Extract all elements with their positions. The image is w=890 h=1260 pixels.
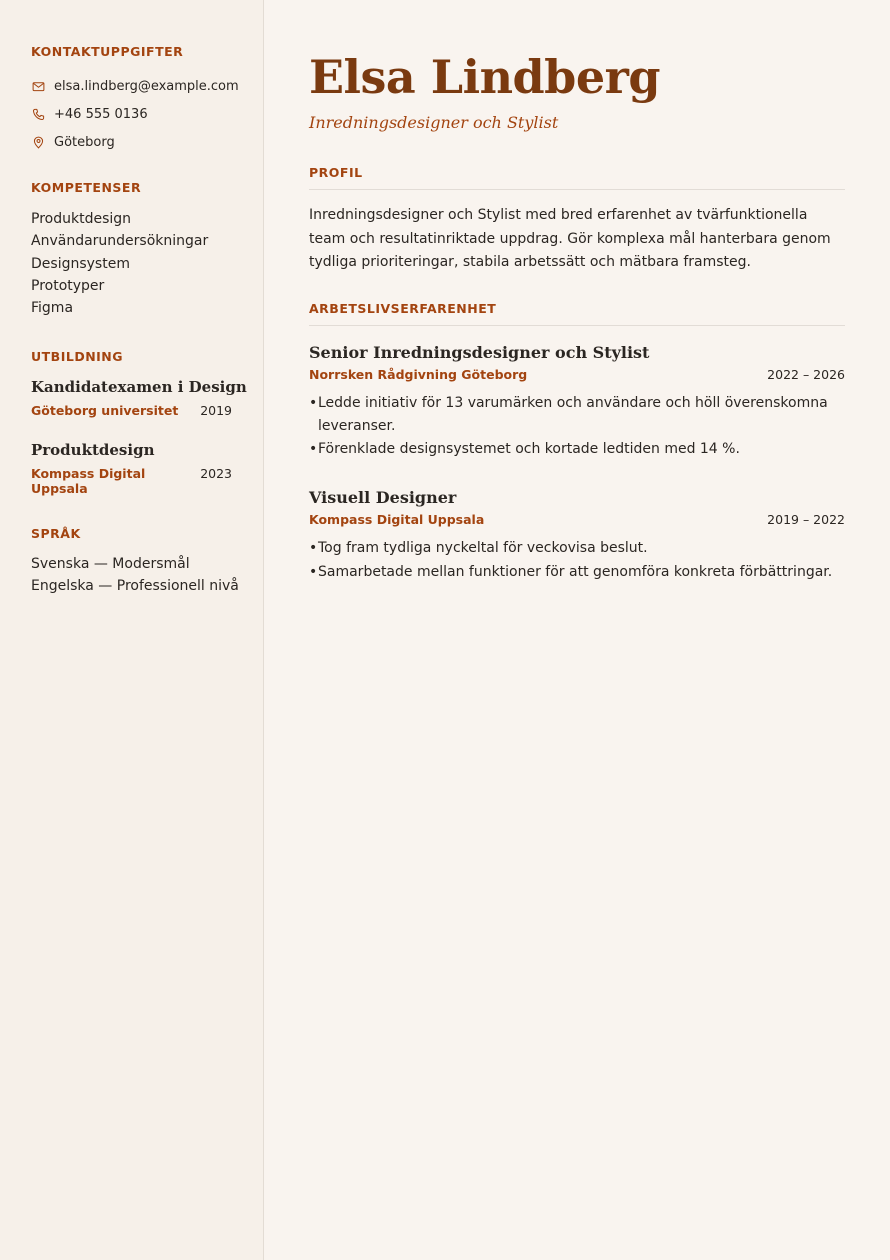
skills-list: [31, 208, 263, 319]
job-bullet: • Förenklade designsystemet och kortade ledtiden med 14 %.: [309, 438, 845, 461]
job-title: Visuell Designer: [309, 488, 457, 508]
skill-item: Användarundersökningar: [31, 233, 209, 250]
education-item: [31, 440, 263, 496]
education-degree: Kandidatexamen i Design: [31, 378, 247, 397]
job-bullet: • Tog fram tydliga nyckeltal för veckovisa beslut.: [309, 537, 845, 560]
phone-icon: [31, 107, 45, 121]
experience-heading: ARBETSLIVSERFARENHET: [309, 301, 845, 326]
skill-item: Designsystem: [31, 255, 130, 272]
person-name: Elsa Lindberg: [309, 50, 661, 104]
education-heading: UTBILDNING: [31, 349, 124, 365]
job-company: Kompass Digital Uppsala: [309, 512, 485, 528]
email-text: elsa.lindberg@example.com: [54, 78, 239, 94]
job-entry: [309, 487, 845, 584]
education-school: Kompass Digital Uppsala: [31, 466, 146, 497]
language-item: Svenska — Modersmål: [31, 556, 190, 573]
job-dates: 2022 – 2026: [767, 366, 845, 382]
job-entry: [309, 342, 845, 462]
job-company: Norrsken Rådgivning Göteborg: [309, 366, 528, 382]
languages-section: [31, 526, 263, 597]
contact-location: [31, 128, 263, 156]
skills-heading: KOMPETENSER: [31, 180, 142, 195]
experience-section: [309, 301, 845, 584]
job-bullet: • Samarbetade mellan funktioner för att genomföra konkreta förbättringar.: [309, 561, 845, 584]
languages-heading: SPRÅK: [31, 526, 81, 542]
language-item: Engelska — Professionell nivå: [31, 577, 239, 594]
skills-section: [31, 180, 263, 319]
job-title: Senior Inredningsdesigner och Stylist: [309, 342, 650, 362]
education-year: 2019: [200, 403, 232, 419]
contact-heading: KONTAKTUPPGIFTER: [31, 44, 184, 59]
contact-phone[interactable]: [31, 100, 263, 128]
skill-item: Figma: [31, 300, 74, 317]
skill-item: Produktdesign: [31, 211, 132, 227]
skill-item: Prototyper: [31, 277, 105, 294]
contact-section: [31, 44, 263, 156]
phone-text: +46 555 0136: [54, 106, 148, 122]
location-text: Göteborg: [54, 134, 115, 150]
profile-section: [309, 165, 845, 275]
job-title-subtitle: Inredningsdesigner och Stylist: [309, 113, 559, 132]
sidebar: [0, 0, 264, 1260]
contact-list: [31, 72, 263, 156]
location-pin-icon: [31, 135, 45, 149]
education-school: Göteborg universitet: [31, 403, 179, 419]
education-item: [31, 377, 263, 418]
education-degree: Produktdesign: [31, 441, 155, 460]
job-bullets: [309, 537, 845, 584]
profile-text: Inredningsdesigner och Stylist med bred erfarenhet av tvärfunktionella team och resultatinriktade uppdrag. Gör komplexa mål hanterbara genom tydliga prioriteringar, stabila arbetssätt och mätbara framsteg.: [309, 207, 831, 270]
education-year: 2023: [200, 466, 232, 482]
profile-heading: PROFIL: [309, 165, 845, 190]
education-section: [31, 349, 263, 496]
contact-email[interactable]: [31, 72, 263, 100]
job-bullets: [309, 392, 845, 462]
mail-icon: [31, 79, 45, 93]
main-content: [265, 0, 890, 1260]
job-bullet: • Ledde initiativ för 13 varumärken och användare och höll överenskomna leveranser.: [309, 392, 845, 439]
job-dates: 2019 – 2022: [767, 512, 845, 528]
